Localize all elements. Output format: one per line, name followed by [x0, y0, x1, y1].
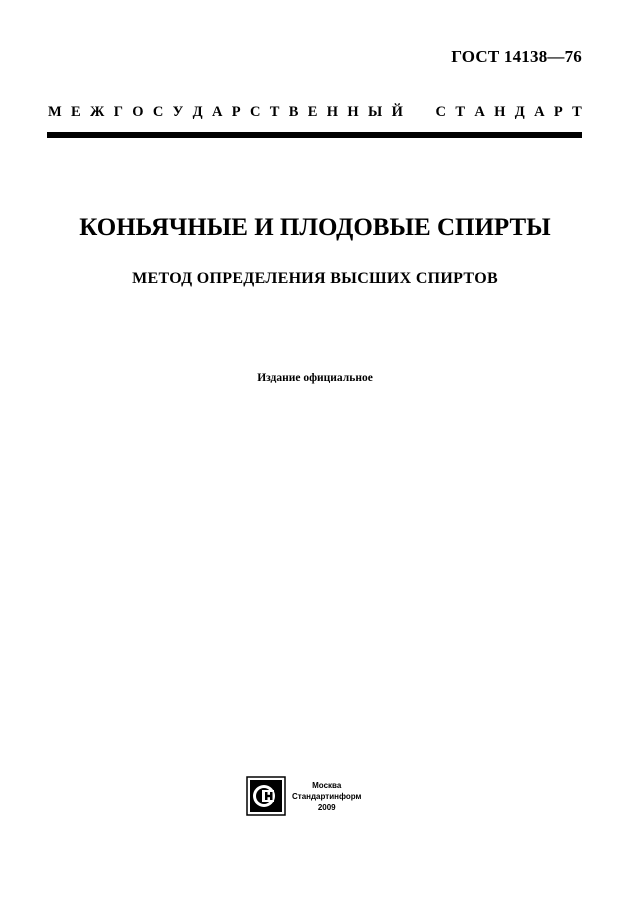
heading-letter: С [435, 104, 446, 120]
heading-letter: А [211, 104, 223, 120]
publication-year: 2009 [317, 802, 336, 812]
standard-type-heading [48, 104, 582, 121]
heading-letter: Д [192, 104, 203, 120]
document-number: ГОСТ 14138—76 [451, 47, 582, 66]
heading-letter: А [534, 104, 545, 120]
standartinform-logo-icon [246, 776, 286, 816]
heading-letter: Д [514, 104, 525, 120]
heading-letter: Е [307, 104, 318, 120]
heading-word-gap [412, 104, 426, 121]
heading-letter: С [152, 104, 164, 120]
heading-letter: Р [553, 104, 563, 120]
document-subtitle: МЕТОД ОПРЕДЕЛЕНИЯ ВЫСШИХ СПИРТОВ [132, 270, 498, 287]
heading-letter: Н [326, 104, 339, 120]
heading-letter: У [172, 104, 184, 120]
document-title: КОНЬЯЧНЫЕ И ПЛОДОВЫЕ СПИРТЫ [79, 214, 551, 241]
publisher-name: Стандартинформ [292, 791, 362, 801]
publisher-info [292, 780, 361, 813]
heading-letter: Т [572, 104, 582, 120]
heading-letter: В [288, 104, 299, 120]
heading-letter: Р [231, 104, 241, 120]
heading-letter: А [474, 104, 485, 120]
heading-letter: Н [494, 104, 506, 120]
heading-letter: Ы [368, 104, 383, 120]
heading-letter: М [48, 104, 62, 120]
publisher-block [246, 776, 361, 816]
heading-letter: Н [347, 104, 359, 120]
heading-letter: О [132, 104, 144, 120]
heading-letter: Ж [90, 104, 105, 120]
heading-letter: Й [391, 104, 403, 120]
edition-label: Издание официальное [257, 372, 373, 384]
header-divider [47, 132, 582, 138]
publisher-city: Москва [312, 780, 342, 790]
heading-letter: Е [71, 104, 81, 120]
heading-letter: С [249, 104, 261, 120]
heading-letter: Т [269, 104, 280, 120]
heading-letter: Г [113, 104, 123, 120]
heading-letter: Т [455, 104, 465, 120]
